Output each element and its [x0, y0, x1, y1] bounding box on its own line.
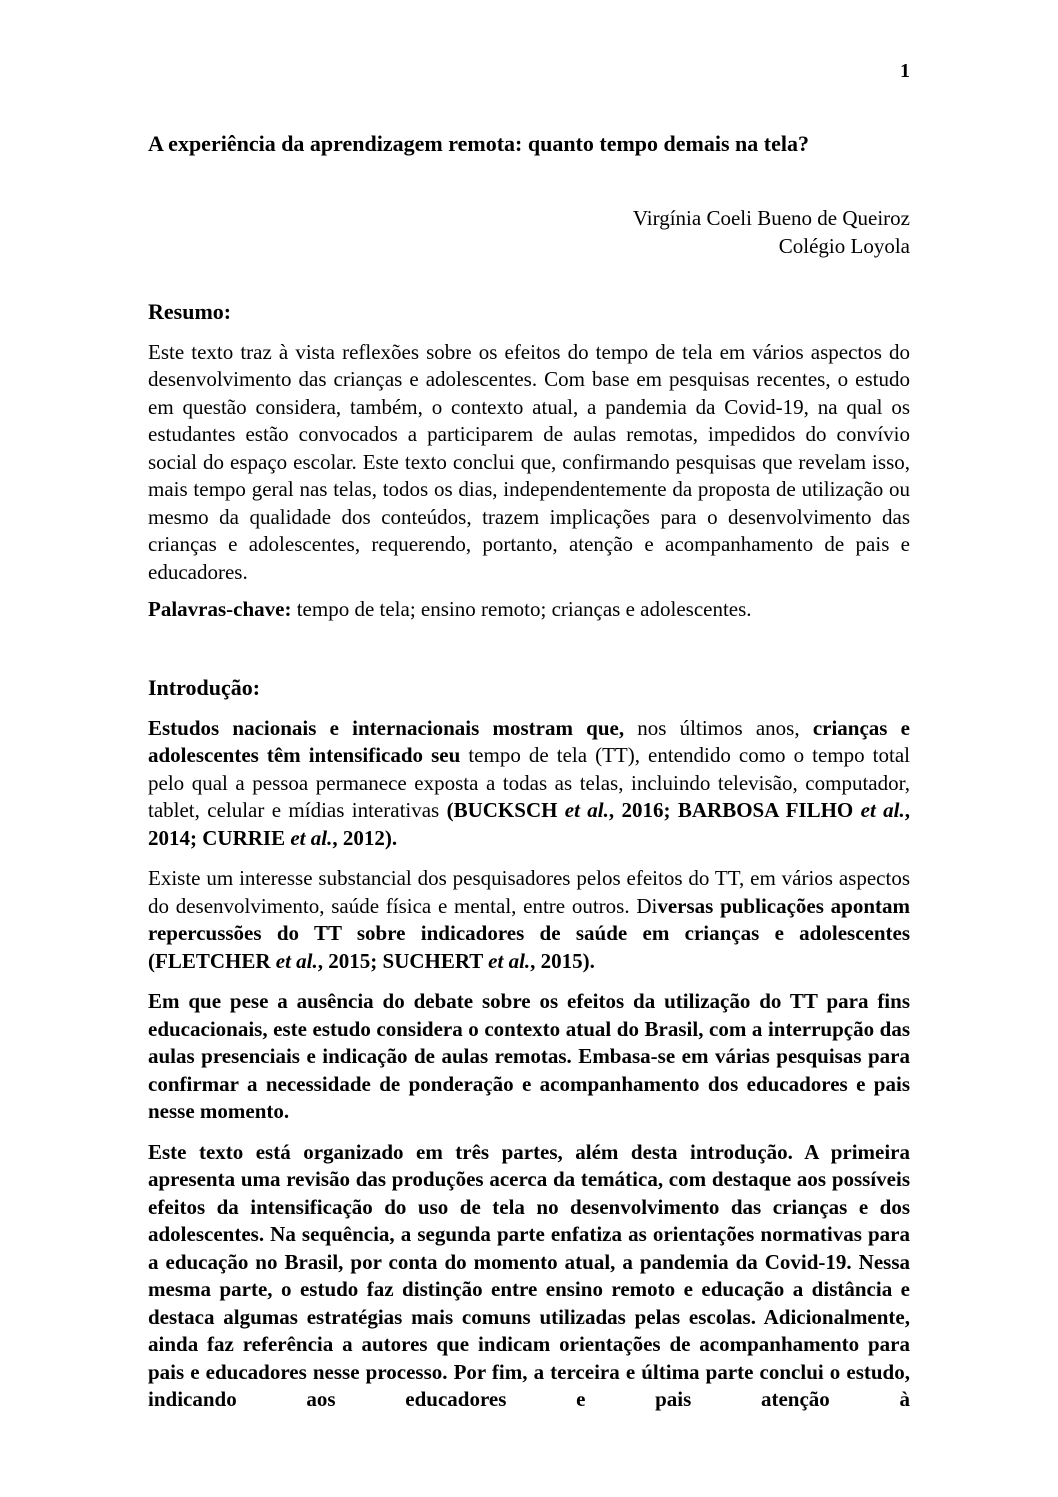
intro-paragraph-1: Estudos nacionais e internacionais mostram que, nos últimos anos, crianças e adolescentes têm intensificado seu tempo de tela (TT), entendido como o tempo total pelo qual a pessoa permanece exposta a todas as telas, incluindo televisão, computador, tablet, celular e mídias interativas (BUCKSCH et al., 2016; BARBOSA FILHO et al., 2014; CURRIE et al., 2012).	[148, 715, 910, 850]
author-block	[148, 204, 910, 260]
keywords-text: tempo de tela; ensino remoto; crianças e adolescentes.	[291, 597, 752, 621]
intro-paragraph-2: Existe um interesse substancial dos pesquisadores pelos efeitos do TT, em vários aspectos do desenvolvimento, saúde física e mental, entre outros. Diversas publicações apontam repercussões do TT sobre indicadores de saúde em crianças e adolescentes (FLETCHER et al., 2015; SUCHERT et al., 2015).	[148, 866, 910, 973]
keywords-label: Palavras-chave:	[148, 597, 292, 621]
keywords-line	[148, 596, 910, 624]
resumo-heading: Resumo:	[148, 298, 232, 324]
introducao-heading: Introdução:	[148, 674, 261, 700]
intro-paragraph-3: Em que pese a ausência do debate sobre os efeitos da utilização do TT para fins educacionais, este estudo considera o contexto atual do Brasil, com a interrupção das aulas presenciais e indicação de aulas remotas. Embasa-se em várias pesquisas para confirmar a necessidade de ponderação e acompanhamento dos educadores e pais nesse momento.	[148, 989, 910, 1123]
intro-paragraph-4: Este texto está organizado em três partes, além desta introdução. A primeira apresenta uma revisão das produções acerca da temática, com destaque aos possíveis efeitos da intensificação do uso de tela no desenvolvimento das crianças e dos adolescentes. Na sequência, a segunda parte enfatiza as orientações normativas para a educação no Brasil, por conta do momento atual, a pandemia da Covid-19. Nessa mesma parte, o estudo faz distinção entre ensino remoto e educação a distância e destaca algumas estratégias mais comuns utilizadas pelas escolas. Adicionalmente, ainda faz referência a autores que indicam orientações de acompanhamento para pais e educadores nesse processo. Por fim, a terceira e última parte conclui o estudo, indicando aos educadores e pais atenção à	[148, 1139, 910, 1411]
document-title: A experiência da aprendizagem remota: quanto tempo demais na tela?	[148, 130, 809, 156]
page-number: 1	[900, 60, 910, 82]
author-name: Virgínia Coeli Bueno de Queiroz	[632, 205, 910, 230]
abstract-paragraph: Este texto traz à vista reflexões sobre os efeitos do tempo de tela em vários aspectos do desenvolvimento das crianças e adolescentes. Com base em pesquisas recentes, o estudo em questão considera, também, o contexto atual, a pandemia da Covid-19, na qual os estudantes estão convocados a participarem de aulas remotas, impedidos do convívio social do espaço escolar. Este texto conclui que, confirmando pesquisas que revelam isso, mais tempo geral nas telas, todos os dias, independentemente da proposta de utilização ou mesmo da qualidade dos conteúdos, trazem implicações para o desenvolvimento das crianças e adolescentes, requerendo, portanto, atenção e acompanhamento de pais e educadores.	[148, 339, 910, 584]
author-affiliation: Colégio Loyola	[778, 233, 910, 258]
